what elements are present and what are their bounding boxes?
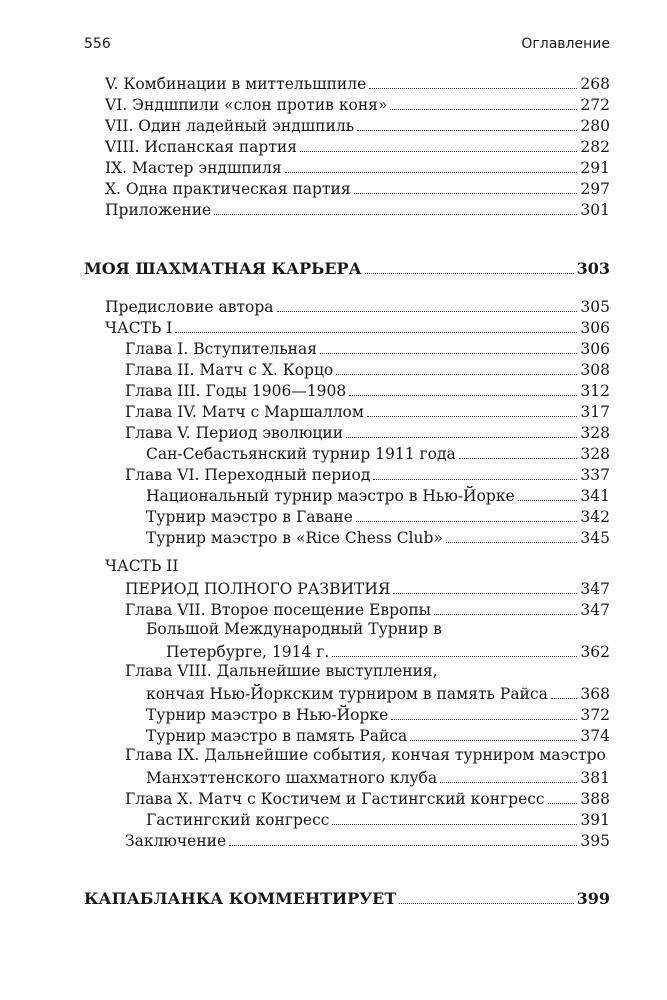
toc-entry-title: VIII. Испанская партия — [105, 138, 298, 156]
dot-leader — [365, 273, 574, 274]
dot-leader — [214, 214, 577, 215]
toc-entry-havana-tournament[interactable] — [146, 505, 610, 527]
toc-entry-title: Заключение — [125, 832, 227, 850]
toc-entry-title: Глава V. Период эволюции — [125, 424, 344, 442]
dot-leader — [320, 353, 577, 354]
toc-entry-title: кончая Нью-Йоркским турниром в память Райса — [146, 685, 548, 703]
toc-page-number: 341 — [580, 487, 610, 505]
toc-page-number: 391 — [580, 811, 610, 829]
dot-leader — [399, 903, 573, 904]
toc-entry-title: Турнир маэстро в память Райса — [146, 727, 408, 745]
toc-page-number: 328 — [580, 424, 610, 442]
toc-entry-title: Национальный турнир маэстро в Нью-Йорке — [146, 487, 515, 505]
toc-page-number: 342 — [580, 508, 610, 526]
toc-entry-chapter-2[interactable] — [125, 358, 610, 380]
toc-page-number: 282 — [580, 138, 610, 156]
toc-entry-big-tournament-line1[interactable]: Большой Международный Турнир в — [146, 620, 442, 638]
toc-entry-conclusion[interactable] — [125, 829, 610, 851]
toc-entry-chapter-5[interactable] — [125, 421, 610, 443]
dot-leader — [357, 130, 577, 131]
toc-entry-title: Глава II. Матч с Х. Корцо — [125, 361, 334, 379]
dot-leader — [332, 656, 577, 657]
dot-leader — [518, 500, 578, 501]
toc-entry-chapter-7[interactable] — [125, 598, 610, 620]
toc-entry-title: V. Комбинации в миттельшпиле — [105, 75, 367, 93]
toc-entry-full-development[interactable] — [125, 577, 610, 599]
toc-entry-chapter-6[interactable] — [125, 463, 610, 485]
toc-entry-middlegame-combinations[interactable] — [105, 72, 610, 94]
dot-leader — [175, 332, 577, 333]
toc-entry-big-tournament[interactable] — [166, 640, 610, 662]
toc-entry-rice-memorial[interactable] — [146, 724, 610, 746]
dot-leader — [349, 395, 577, 396]
dot-leader — [551, 698, 578, 699]
dot-leader — [410, 740, 577, 741]
toc-entry-title: Сан-Себастьянский турнир 1911 года — [146, 445, 456, 463]
toc-page-number: 301 — [580, 201, 610, 219]
toc-entry-chapter-8-line1[interactable]: Глава VIII. Дальнейшие выступления, — [125, 662, 438, 680]
toc-entry-title: VII. Один ладейный эндшпиль — [105, 117, 355, 135]
toc-entry-title: IX. Мастер эндшпиля — [105, 159, 282, 177]
section-title: МОЯ ШАХМАТНАЯ КАРЬЕРА — [84, 259, 362, 278]
dot-leader — [346, 437, 577, 438]
toc-entry-chapter-9[interactable] — [146, 766, 610, 788]
dot-leader — [354, 193, 578, 194]
dot-leader — [440, 782, 577, 783]
toc-page-number: 312 — [580, 382, 610, 400]
toc-page-number: 328 — [580, 445, 610, 463]
toc-entry-title: Глава X. Матч с Костичем и Гастингский конгресс — [125, 790, 545, 808]
toc-page-number: 268 — [580, 75, 610, 93]
dot-leader — [391, 719, 577, 720]
toc-page-number: 308 — [580, 361, 610, 379]
toc-entry-hastings-congress[interactable] — [146, 808, 610, 830]
dot-leader — [390, 109, 577, 110]
toc-page-number: 297 — [580, 180, 610, 198]
toc-entry-title: Турнир маэстро в Нью-Йорке — [146, 706, 389, 724]
toc-entry-part-one[interactable] — [105, 316, 610, 338]
toc-entry-title: Турнир маэстро в «Rice Chess Club» — [146, 529, 443, 547]
toc-entry-title: Приложение — [105, 201, 212, 219]
toc-page-number: 395 — [580, 832, 610, 850]
toc-entry-chapter-9-line1[interactable]: Глава IX. Дальнейшие события, кончая турниром маэстро — [125, 746, 606, 764]
toc-entry-chapter-8[interactable] — [146, 682, 610, 704]
toc-entry-bishop-vs-knight[interactable] — [105, 93, 610, 115]
dot-leader — [548, 803, 578, 804]
toc-page-number: 306 — [580, 340, 610, 358]
section-heading-capablanca-comments[interactable] — [84, 887, 610, 909]
toc-entry-title: X. Одна практическая партия — [105, 180, 351, 198]
toc-entry-appendix[interactable] — [105, 198, 610, 220]
running-title: Оглавление — [521, 36, 610, 52]
toc-page-number: 303 — [576, 259, 610, 278]
dot-leader — [277, 311, 578, 312]
toc-page-number: 388 — [580, 790, 610, 808]
toc-entry-title: Глава VII. Второе посещение Европы — [125, 601, 432, 619]
toc-entry-chapter-4[interactable] — [125, 400, 610, 422]
dot-leader — [369, 88, 577, 89]
toc-entry-chapter-1[interactable] — [125, 337, 610, 359]
toc-entry-title: Глава VI. Переходный период — [125, 466, 371, 484]
toc-page-number: 399 — [576, 889, 610, 908]
toc-entry-title: Предисловие автора — [105, 298, 274, 316]
toc-entry-rook-endgame[interactable] — [105, 114, 610, 136]
dot-leader — [446, 542, 577, 543]
toc-entry-title: Гастингский конгресс — [146, 811, 330, 829]
toc-entry-title: Манхэттенского шахматного клуба — [146, 769, 438, 787]
section-title: КАПАБЛАНКА КОММЕНТИРУЕТ — [84, 889, 397, 908]
section-heading-chess-career[interactable] — [84, 257, 610, 279]
dot-leader — [300, 151, 577, 152]
dot-leader — [367, 416, 577, 417]
toc-entry-endgame-master[interactable] — [105, 156, 610, 178]
toc-page-number: 372 — [580, 706, 610, 724]
toc-page-number: 305 — [580, 298, 610, 316]
toc-page-number: 337 — [580, 466, 610, 484]
toc-entry-spanish-game[interactable] — [105, 135, 610, 157]
toc-entry-practical-game[interactable] — [105, 177, 610, 199]
toc-entry-national-tournament[interactable] — [146, 484, 610, 506]
toc-page-number: 272 — [580, 96, 610, 114]
toc-page-number: 381 — [580, 769, 610, 787]
dot-leader — [332, 824, 577, 825]
dot-leader — [373, 479, 577, 480]
toc-entry-rice-chess-club[interactable] — [146, 526, 610, 548]
toc-entry-title: ПЕРИОД ПОЛНОГО РАЗВИТИЯ — [125, 580, 391, 598]
page-number: 556 — [84, 36, 111, 52]
toc-entry-title: VI. Эндшпили «слон против коня» — [105, 96, 388, 114]
dot-leader — [459, 458, 578, 459]
toc-entry-title: Петербурге, 1914 г. — [166, 643, 330, 661]
toc-page-number: 347 — [580, 601, 610, 619]
dot-leader — [229, 845, 577, 846]
toc-page-number: 362 — [580, 643, 610, 661]
toc-page-number: 347 — [580, 580, 610, 598]
toc-entry-chapter-3[interactable] — [125, 379, 610, 401]
toc-entry-title: Турнир маэстро в Гаване — [146, 508, 353, 526]
dot-leader — [393, 593, 577, 594]
toc-entry-san-sebastian[interactable] — [146, 442, 610, 464]
toc-page-number: 374 — [580, 727, 610, 745]
toc-entry-title: Глава I. Вступительная — [125, 340, 318, 358]
toc-entry-title: ЧАСТЬ I — [105, 319, 173, 337]
toc-page-number: 291 — [580, 159, 610, 177]
toc-entry-title: Глава IV. Матч с Маршаллом — [125, 403, 364, 421]
toc-entry-author-preface[interactable] — [105, 295, 610, 317]
dot-leader — [356, 521, 577, 522]
toc-page-number: 317 — [580, 403, 610, 421]
toc-entry-chapter-10[interactable] — [125, 787, 610, 809]
toc-entry-new-york-tournament[interactable] — [146, 703, 610, 725]
toc-entry-title: Глава III. Годы 1906—1908 — [125, 382, 347, 400]
dot-leader — [434, 614, 577, 615]
toc-page-number: 306 — [580, 319, 610, 337]
part-two-title: ЧАСТЬ II — [105, 557, 179, 575]
dot-leader — [285, 172, 578, 173]
toc-page-number: 345 — [580, 529, 610, 547]
toc-page-number: 368 — [580, 685, 610, 703]
toc-page-number: 280 — [580, 117, 610, 135]
dot-leader — [336, 374, 577, 375]
